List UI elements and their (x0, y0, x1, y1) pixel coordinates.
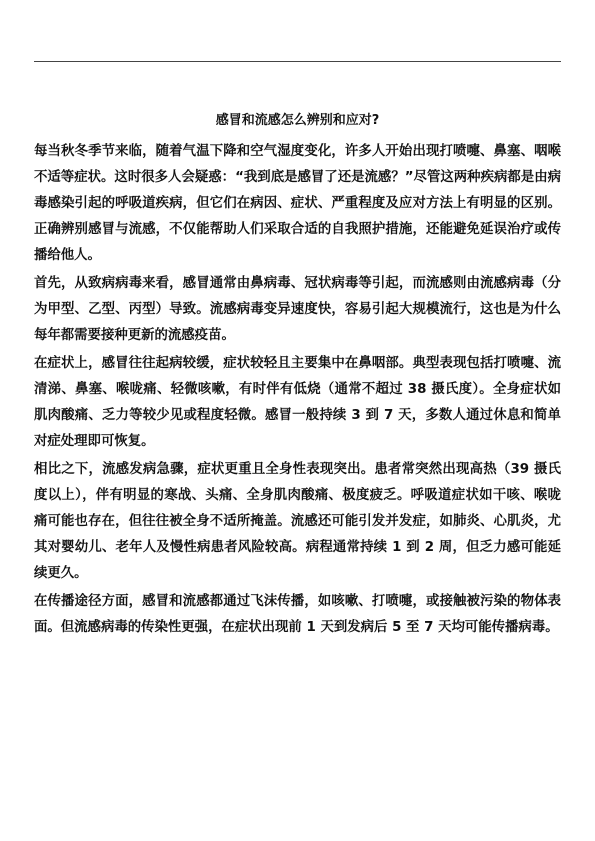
document-title: 感冒和流感怎么辨别和应对? (215, 113, 380, 128)
paragraph-cold-symptoms: 在症状上，感冒往往起病较缓，症状较轻且主要集中在鼻咽部。典型表现包括打喷嚏、流清涕、鼻塞、喉咙痛、轻微咳嗽，有时伴有低烧（通常不超过 38 摄氏度）。全身症状如肌肉酸痛、乏力等较少见或程度轻微。感冒一般持续 3 到 7 天，多数人通过休息和简单对症处理即可恢复。 (34, 356, 561, 449)
paragraph-flu-symptoms: 相比之下，流感发病急骤，症状更重且全身性表现突出。患者常突然出现高热（39 摄氏度以上），伴有明显的寒战、头痛、全身肌肉酸痛、极度疲乏。呼吸道症状如干咳、喉咙痛可能也存在，但往往被全身不适所掩盖。流感还可能引发并发症，如肺炎、心肌炎，尤其对婴幼儿、老年人及慢性病患者风险较高。病程通常持续 1 到 2 周，但乏力感可能延续更久。 (34, 462, 561, 581)
paragraph-intro: 每当秋冬季节来临，随着气温下降和空气湿度变化，许多人开始出现打喷嚏、鼻塞、咽喉不适等症状。这时很多人会疑惑：“我到底是感冒了还是流感？”尽管这两种疾病都是由病毒感染引起的呼吸道疾病，但它们在病因、症状、严重程度及应对方法上有明显的区别。正确辨别感冒与流感，不仅能帮助人们采取合适的自我照护措施，还能避免延误治疗或传播给他人。 (34, 144, 561, 263)
paragraph-pathogen: 首先，从致病病毒来看，感冒通常由鼻病毒、冠状病毒等引起，而流感则由流感病毒（分为甲型、乙型、丙型）导致。流感病毒变异速度快，容易引起大规模流行，这也是为什么每年都需要接种更新的流感疫苗。 (34, 276, 561, 343)
document-body (34, 112, 561, 643)
header-rule (34, 61, 561, 62)
paragraph-transmission: 在传播途径方面，感冒和流感都通过飞沫传播，如咳嗽、打喷嚏，或接触被污染的物体表面。但流感病毒的传染性更强，在症状出现前 1 天到发病后 5 至 7 天均可能传播病毒。 (34, 594, 561, 635)
